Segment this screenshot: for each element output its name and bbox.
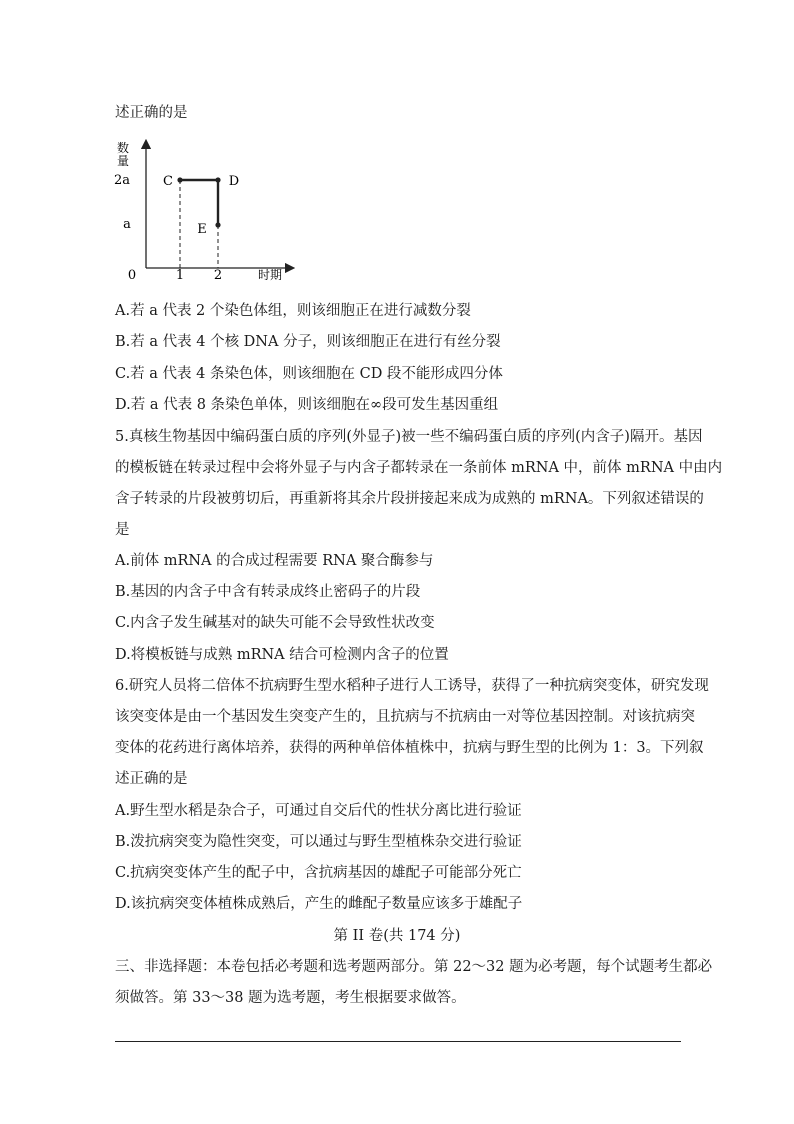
q6-option-a: A.野生型水稻是杂合子，可通过自交后代的性状分离比进行验证 (115, 803, 522, 819)
q6-stem-line: 述正确的是 (115, 771, 188, 787)
point-e (215, 222, 220, 227)
x-tick-label: 1 (175, 268, 185, 283)
q6-option-b: B.泼抗病突变为隐性突变，可以通过与野生型植株杂交进行验证 (115, 834, 522, 850)
q5-option-b: B.基因的内含子中含有转录成终止密码子的片段 (115, 584, 421, 600)
point-d (215, 177, 220, 182)
point-c (177, 177, 182, 182)
q5-stem-line: 含子转录的片段被剪切后，再重新将其余片段拼接起来成为成熟的 mRNA。下列叙述错误的 (115, 491, 704, 507)
q5-option-a: A.前体 mRNA 的合成过程需要 RNA 聚合酶参与 (115, 553, 434, 569)
q6-stem-line: 6.研究人员将二倍体不抗病野生型水稻种子进行人工诱导，获得了一种抗病突变体，研究发现 (115, 678, 709, 694)
y-axis-label-char: 量 (116, 154, 130, 168)
label-e: E (197, 222, 207, 237)
intro-line: 述正确的是 (115, 105, 188, 121)
q5-stem-line: 5.真核生物基因中编码蛋白质的序列(外显子)被一些不编码蛋白质的序列(内含子)隔开。基因 (115, 429, 703, 445)
x-axis-label: 时期 (258, 268, 283, 282)
q6-stem-line: 该突变体是由一个基因发生突变产生的，且抗病与不抗病由一对等位基因控制。对该抗病突 (115, 709, 695, 725)
graph-figure (110, 138, 310, 288)
y-tick-label: a (123, 217, 131, 232)
q5-stem-line: 的模板链在转录过程中会将外显子与内含子都转录在一条前体 mRNA 中，前体 mRNA 中由内 (115, 460, 723, 476)
label-d: D (228, 174, 240, 189)
footer-rule (115, 1041, 681, 1042)
q4-option-d: D.若 a 代表 8 条染色单体，则该细胞在∞段可发生基因重组 (115, 397, 499, 413)
q5-stem-line: 是 (115, 522, 130, 538)
q6-option-c: C.抗病突变体产生的配子中，含抗病基因的雄配子可能部分死亡 (115, 865, 522, 881)
q4-option-b: B.若 a 代表 4 个核 DNA 分子，则该细胞正在进行有丝分裂 (115, 334, 501, 350)
label-c: C (163, 174, 173, 189)
q6-option-d: D.该抗病突变体植株成熟后，产生的雌配子数量应该多于雄配子 (115, 896, 523, 912)
x-tick-label: 2 (213, 268, 223, 283)
x-tick-label: 0 (127, 268, 137, 283)
q6-stem-line: 变体的花药进行离体培养，获得的两种单倍体植株中，抗病与野生型的比例为 1：3。下列叙 (115, 740, 704, 756)
y-tick-label: 2a (113, 173, 131, 188)
q4-option-c: C.若 a 代表 4 条染色体，则该细胞在 CD 段不能形成四分体 (115, 366, 503, 382)
section-intro-line: 须做答。第 33～38 题为选考题，考生根据要求做答。 (115, 990, 466, 1006)
q5-option-d: D.将模板链与成熟 mRNA 结合可检测内含子的位置 (115, 647, 449, 663)
section-title: 第 II 卷(共 174 分) (333, 928, 461, 944)
y-axis-label-char: 数 (116, 141, 130, 155)
q4-option-a: A.若 a 代表 2 个染色体组，则该细胞正在进行减数分裂 (115, 303, 471, 319)
section-intro-line: 三、非选择题：本卷包括必考题和选考题两部分。第 22～32 题为必考题，每个试题考生都必 (115, 959, 713, 975)
q5-option-c: C.内含子发生碱基对的缺失可能不会导致性状改变 (115, 615, 435, 631)
